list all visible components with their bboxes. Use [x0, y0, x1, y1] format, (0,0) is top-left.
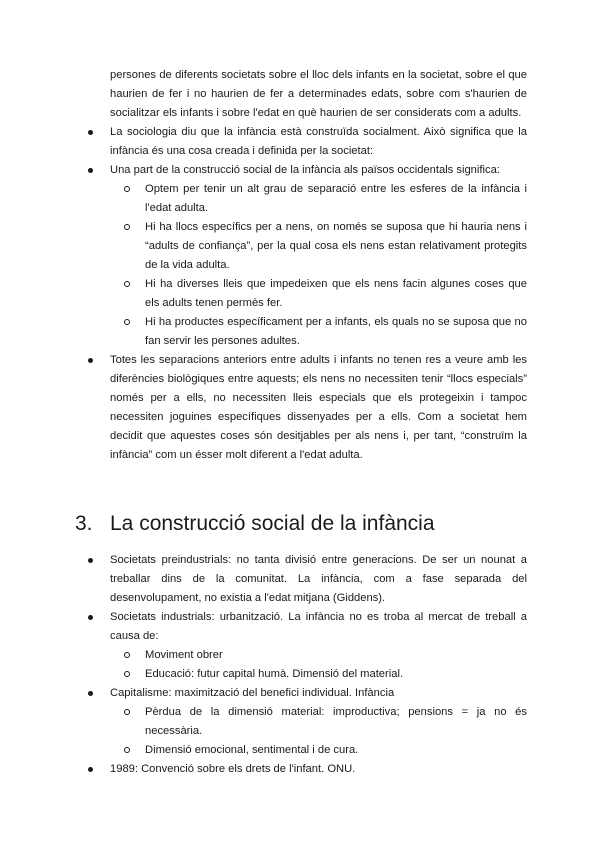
sub-list-item [110, 665, 527, 684]
list-item [0, 123, 600, 161]
circle-bullet-icon [124, 224, 130, 230]
list-item [0, 684, 600, 760]
section-heading [0, 509, 600, 539]
circle-bullet-icon [124, 747, 130, 753]
sub-list-item-text: Hi ha productes específicament per a infants, els quals no se suposa que no fan servir les persones adultes. [145, 316, 527, 347]
sub-list [110, 646, 527, 684]
list-item [0, 760, 600, 779]
bullet-icon [88, 691, 93, 696]
bullet-icon [88, 168, 93, 173]
bullet-icon [88, 358, 93, 363]
sub-list-item-text: Moviment obrer [145, 649, 223, 661]
section-number: 3. [75, 512, 93, 535]
bullet-icon [88, 558, 93, 563]
list-item-text: Totes les separacions anteriors entre adults i infants no tenen res a veure amb les diferències biològiques entre aquests; els nens no necessiten tenir “llocs especials” només per a ells, no necessiten lleis especials que els protegeixin i tampoc necessiten joguines específiques dissenyades per a ells. Com a societat hem decidit que aquestes coses són desitjables per als nens i, per tant, “construïm la infància” com un ésser molt diferent a l'edat adulta. [110, 354, 527, 461]
sub-list-item [110, 313, 527, 351]
sub-list-item [110, 741, 527, 760]
sub-list-item-text: Hi ha llocs específics per a nens, on només se suposa que hi hauria nens i “adults de confiança”, per la qual cosa els nens estan relativament protegits de la vida adulta. [145, 221, 527, 271]
bullet-list-b [0, 551, 600, 779]
list-item-text: Societats industrials: urbanització. La infància no es troba al mercat de treball a causa de: [110, 611, 527, 642]
sub-list [110, 180, 527, 351]
list-item [0, 608, 600, 684]
sub-list-item [110, 180, 527, 218]
list-item-text: 1989: Convenció sobre els drets de l'infant. ONU. [110, 763, 356, 775]
circle-bullet-icon [124, 186, 130, 192]
list-item [0, 551, 600, 608]
list-item-text: Capitalisme: maximització del benefici individual. Infància [110, 687, 395, 699]
bullet-icon [88, 767, 93, 772]
sub-list [110, 703, 527, 760]
bullet-list-a [0, 123, 600, 465]
sub-list-item [110, 218, 527, 275]
list-item-text: Societats preindustrials: no tanta divisió entre generacions. De ser un nounat a treballar dins de la comunitat. La infància, com a fase separada del desenvolupament, no existia a l'edat mitjana (Giddens). [110, 554, 527, 604]
list-item-text: La sociologia diu que la infància està construïda socialment. Això significa que la infància és una cosa creada i definida per la societat: [110, 126, 527, 157]
list-item [0, 161, 600, 351]
sub-list-item-text: Dimensió emocional, sentimental i de cura. [145, 744, 359, 756]
bullet-icon [88, 615, 93, 620]
circle-bullet-icon [124, 281, 130, 287]
section-title: La construcció social de la infància [110, 512, 435, 535]
circle-bullet-icon [124, 709, 130, 715]
sub-list-item-text: Optem per tenir un alt grau de separació entre les esferes de la infància i l'edat adulta. [145, 183, 527, 214]
circle-bullet-icon [124, 671, 130, 677]
circle-bullet-icon [124, 652, 130, 658]
intro-paragraph: persones de diferents societats sobre el lloc dels infants en la societat, sobre el que haurien de fer i no haurien de fer a determinades edats, sobre com s'haurien de socialitzar els infants i sobre l'edat en què haurien de ser considerats com a adults. [110, 69, 527, 119]
list-item [0, 351, 600, 465]
sub-list-item [110, 275, 527, 313]
sub-list-item [110, 703, 527, 741]
sub-list-item-text: Hi ha diverses lleis que impedeixen que els nens facin algunes coses que els adults tenen permès fer. [145, 278, 527, 309]
document-content [0, 66, 600, 779]
sub-list-item [110, 646, 527, 665]
circle-bullet-icon [124, 319, 130, 325]
list-item-text: Una part de la construcció social de la infància als països occidentals significa: [110, 164, 500, 176]
bullet-icon [88, 130, 93, 135]
sub-list-item-text: Pèrdua de la dimensió material: improductiva; pensions = ja no és necessària. [145, 706, 527, 737]
sub-list-item-text: Educació: futur capital humà. Dimensió del material. [145, 668, 404, 680]
